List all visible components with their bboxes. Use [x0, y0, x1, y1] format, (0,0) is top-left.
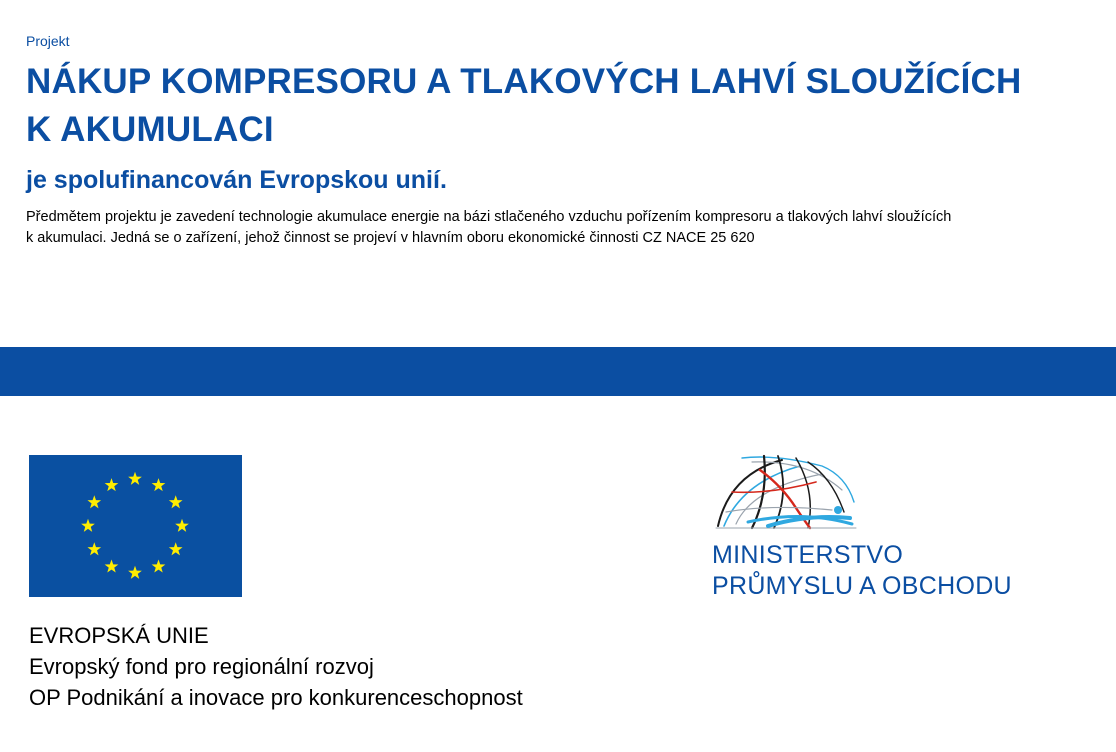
eu-line-1: EVROPSKÁ UNIE [29, 623, 209, 648]
ministry-globe-logo-icon [712, 452, 860, 532]
project-description [26, 207, 1066, 249]
ministry-name [712, 540, 1012, 602]
blue-divider-band [0, 347, 1116, 396]
project-title: NÁKUP KOMPRESORU A TLAKOVÝCH LAHVÍ SLOUŽÍCÍCH K AKUMULACI [26, 62, 1022, 149]
ministry-line-1: MINISTERSTVO [712, 541, 904, 569]
eu-funding-text [29, 620, 523, 713]
eu-flag-icon [29, 455, 242, 597]
cofinancing-subtitle: je spolufinancován Evropskou unií. [26, 166, 447, 194]
ministry-line-2: PRŮMYSLU A OBCHODU [712, 572, 1012, 600]
description-line-2: k akumulaci. Jedná se o zařízení, jehož činnost se projeví v hlavním oboru ekonomické činnosti CZ NACE 25 620 [26, 230, 755, 246]
eu-line-2: Evropský fond pro regionální rozvoj [29, 654, 374, 679]
project-label: Projekt [26, 33, 70, 49]
description-line-1: Předmětem projektu je zavedení technologie akumulace energie na bázi stlačeného vzduchu pořízením kompresoru a tlakových lahví sloužících [26, 209, 952, 225]
eu-line-3: OP Podnikání a inovace pro konkurenceschopnost [29, 685, 523, 710]
